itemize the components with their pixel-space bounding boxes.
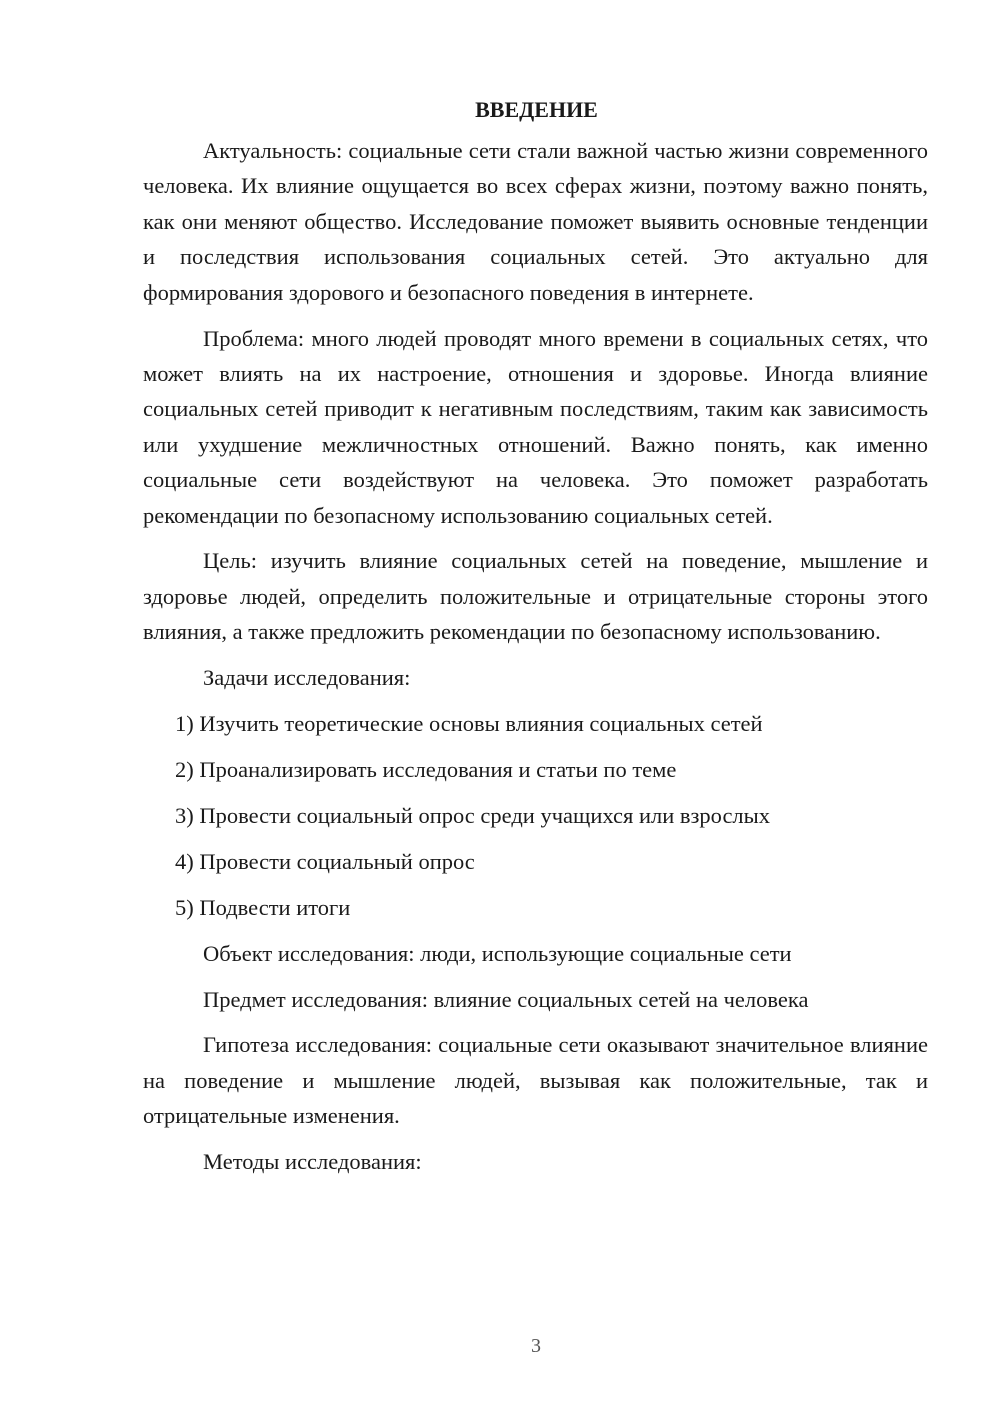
document-page <box>143 92 928 1190</box>
hypothesis-paragraph: Гипотеза исследования: социальные сети оказывают значительное влияние на поведение и мышление людей, вызывая как положительные, так и отрицательные изменения. <box>143 1032 928 1129</box>
subject-line: Предмет исследования: влияние социальных сетей на человека <box>203 986 809 1012</box>
task-item-2: 2) Проанализировать исследования и статьи по теме <box>175 757 677 782</box>
task-item-4: 4) Провести социальный опрос <box>175 848 475 874</box>
task-item-3: 3) Провести социальный опрос среди учащихся или взрослых <box>175 802 771 828</box>
relevance-paragraph: Актуальность: социальные сети стали важной частью жизни современного человека. Их влияние ощущается во всех сферах жизни, поэтому важно понять, как они меняют общество. Исследование поможет выявить основные тенденции и последствия использования социальных сетей. Это актуально для формирования здорового и безопасного поведения в интернете. <box>143 138 928 305</box>
methods-heading: Методы исследования: <box>203 1149 422 1175</box>
object-line: Объект исследования: люди, использующие социальные сети <box>203 940 792 966</box>
section-heading: ВВЕДЕНИЕ <box>475 97 598 122</box>
page-number: 3 <box>531 1335 541 1357</box>
task-item-5: 5) Подвести итоги <box>175 894 351 920</box>
goal-paragraph: Цель: изучить влияние социальных сетей на поведение, мышление и здоровье людей, определить положительные и отрицательные стороны этого влияния, а также предложить рекомендации по безопасному использованию. <box>143 548 928 645</box>
tasks-heading: Задачи исследования: <box>203 665 411 691</box>
problem-paragraph: Проблема: много людей проводят много времени в социальных сетях, что может влиять на их настроение, отношения и здоровье. Иногда влияние социальных сетей приводит к негативным последствиям, таким как зависимость или ухудшение межличностных отношений. Важно понять, как именно социальные сети воздействуют на человека. Это поможет разработать рекомендации по безопасному использованию социальных сетей. <box>143 325 928 528</box>
task-item-1: 1) Изучить теоретические основы влияния социальных сетей <box>175 711 763 737</box>
